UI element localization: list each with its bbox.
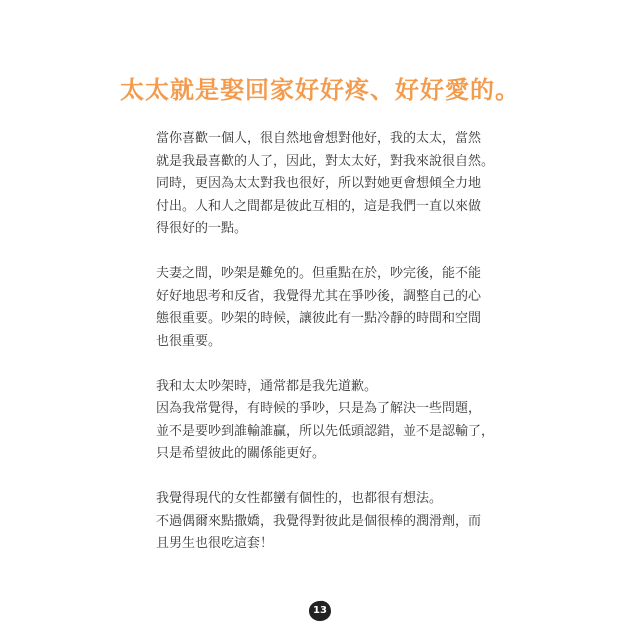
text-line: 我覺得現代的女性都蠻有個性的，也都很有想法。 [156, 491, 443, 506]
text-line: 不過偶爾來點撒嬌，我覺得對彼此是個很棒的潤滑劑，而 [156, 513, 482, 529]
text-line: 當你喜歡一個人，很自然地會想對他好，我的太太，當然 [156, 131, 482, 146]
text-line: 也很重要。 [156, 333, 222, 349]
page-number-badge [308, 600, 332, 622]
paragraph [156, 263, 496, 353]
text-line: 並不是要吵到誰輸誰贏，所以先低頭認錯，並不是認輸了， [156, 423, 495, 439]
text-line: 付出。人和人之間都是彼此互相的，這是我們一直以來做 [156, 198, 482, 214]
page-title: 太太就是娶回家好好疼、好好愛的。 [120, 76, 520, 104]
text-line: 且男生也很吃這套！ [156, 536, 274, 551]
text-line: 得很好的一點。 [156, 221, 248, 236]
paragraph [156, 488, 496, 556]
text-line: 態很重要。吵架的時候，讓彼此有一點冷靜的時間和空間 [156, 311, 482, 326]
paragraph [156, 376, 496, 466]
text-line: 就是我最喜歡的人了，因此，對太太好，對我來說很自然。 [156, 153, 495, 169]
text-line: 只是希望彼此的關係能更好。 [156, 446, 326, 461]
paragraph [156, 128, 496, 241]
text-line: 同時，更因為太太對我也很好，所以對她更會想傾全力地 [156, 176, 482, 191]
text-line: 好好地思考和反省，我覺得尤其在爭吵後，調整自己的心 [156, 288, 482, 304]
page-number: 13 [313, 605, 327, 616]
body-text [156, 128, 496, 578]
text-line: 夫妻之間，吵架是難免的。但重點在於，吵完後，能不能 [156, 266, 482, 281]
text-line: 我和太太吵架時，通常都是我先道歉。 [156, 378, 378, 394]
text-line: 因為我常覺得，有時候的爭吵，只是為了解決一些問題， [156, 401, 482, 416]
